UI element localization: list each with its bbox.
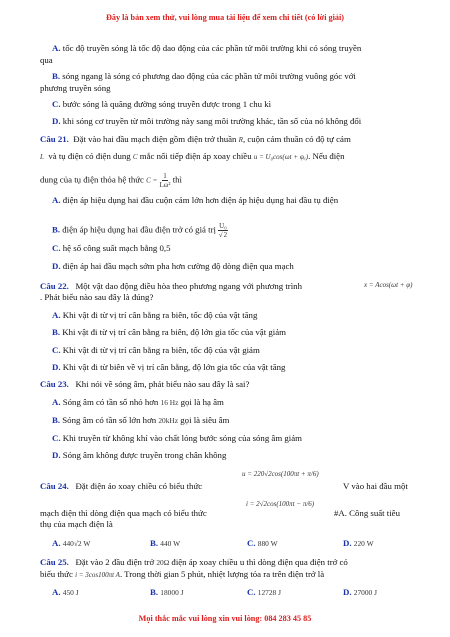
q21-stem-line3: [40, 172, 182, 189]
q20-d-text: khi sóng cơ truyền từ môi trường này sang môi trường khác, tần số của nó không đổi: [62, 116, 362, 126]
q25-text-2a: biểu thức: [40, 569, 73, 579]
q25-option-c: [247, 587, 281, 598]
q21-text-2c: . Nếu điện: [308, 151, 345, 161]
q25-i-expr: i = 3cos100πt A: [75, 571, 120, 579]
q21-text-3b: thì: [172, 174, 182, 185]
q21-text-3a: dung của tụ điện thỏa hệ thức: [40, 174, 144, 185]
q24-b-value: 440 W: [160, 539, 181, 548]
q24-d-value: 220 W: [353, 539, 374, 548]
q21-a-label: A.: [52, 195, 61, 205]
q21-b-num: U₀: [219, 222, 227, 230]
q23-option-b: [52, 415, 229, 426]
q25-d-label: D.: [343, 587, 352, 597]
q24-c-label: C.: [247, 538, 256, 548]
q20-option-a: [52, 43, 361, 54]
q25-a-label: A.: [52, 587, 61, 597]
q21-d-text: điện áp hai đầu mạch sớm pha hơn cường độ dòng điện qua mạch: [62, 261, 294, 271]
q23-a-value: 16 Hz: [160, 398, 179, 407]
q20-b-label: B.: [52, 71, 61, 81]
q23-c-label: C.: [52, 433, 61, 443]
q24-text-1: Đặt điện áo xoay chiều có biểu thức: [75, 481, 203, 491]
q22-d-label: D.: [52, 362, 61, 372]
q23-option-c: [52, 433, 302, 444]
q23-b-value: 20kHz: [158, 416, 179, 425]
q22-a-label: A.: [52, 310, 61, 320]
q23-stem: [40, 379, 249, 390]
q23-a-post: gọi là hạ âm: [180, 397, 224, 407]
q23-option-d: [52, 450, 226, 461]
q21-option-c: [52, 243, 171, 254]
q25-option-d: [343, 587, 377, 598]
q21-text-1a: Đặt vào hai đầu mạch điện gồm điện trở thuần: [73, 134, 237, 144]
q24-a-label: A.: [52, 538, 61, 548]
q22-option-b: [52, 327, 286, 338]
q21-a-text: điện áp hiệu dụng hai đầu cuộn cảm lớn hơn điện áp hiệu dụng hai đầu tụ điện: [62, 195, 339, 205]
q24-option-a: [52, 538, 90, 549]
q22-c-text: Khi vật đi từ vị trí cân bằng ra biên, tốc độ của vật giảm: [62, 345, 260, 355]
q25-c-label: C.: [247, 587, 256, 597]
q21-stem-line1: [40, 134, 351, 146]
q21-b-den-wrap: √2: [218, 231, 228, 239]
q25-label: Câu 25.: [40, 557, 69, 567]
preview-banner: Đây là bản xem thử, vui lòng mua tài liệu để xem chi tiết (có lời giải): [105, 13, 344, 22]
q24-option-d: [343, 538, 374, 549]
q24-i-expr: i = 2√2cos(100πt − π/6): [246, 500, 315, 508]
contact-banner: Mọi thắc mắc vui lòng xin vui lòng: 084 283 45 85: [138, 614, 312, 623]
q25-d-value: 27000 J: [353, 588, 377, 597]
q20-c-label: C.: [52, 99, 61, 109]
q24-option-c: [247, 538, 278, 549]
q21-b-den: 2: [223, 231, 228, 239]
q21-b-fraction: [218, 222, 228, 239]
q22-option-c: [52, 345, 260, 356]
q21-option-d: [52, 261, 294, 272]
q21-u-formula: u = U₀cos(ωt + φᵤ): [253, 153, 309, 161]
q22-c-label: C.: [52, 345, 61, 355]
q21-l-symbol: L: [40, 153, 44, 161]
q23-d-label: D.: [52, 450, 61, 460]
q23-a-label: A.: [52, 397, 61, 407]
q20-a-cont: qua: [40, 55, 53, 65]
q21-r-symbol: R: [238, 136, 243, 144]
q22-stem-line1: [40, 281, 302, 292]
q20-c-text: bước sóng là quãng đường sóng truyền được trong 1 chu kì: [62, 99, 272, 109]
q21-c-symbol: C: [132, 153, 138, 161]
q21-text-1b: , cuộn cảm thuần có độ tự cảm: [242, 134, 351, 144]
q24-option-b: [150, 538, 180, 549]
q23-b-label: B.: [52, 415, 61, 425]
q22-a-text: Khi vật đi từ vị trí cân bằng ra biên, tốc độ của vật tăng: [62, 310, 258, 320]
q23-b-post: gọi là siêu âm: [180, 415, 230, 425]
q21-b-label: B.: [52, 224, 61, 235]
q21-d-label: D.: [52, 261, 61, 271]
q24-d-label: D.: [343, 538, 352, 548]
q20-d-label: D.: [52, 116, 61, 126]
q22-x-formula: [364, 279, 412, 291]
q22-text-1: Một vật dao động điều hòa theo phương ngang với phương trình: [75, 281, 302, 291]
q23-label: Câu 23.: [40, 379, 69, 389]
q24-stem-line1: [40, 481, 202, 492]
q21-text-2a: và tụ điện có điện dung: [48, 151, 131, 161]
q22-label: Câu 22.: [40, 281, 69, 291]
q21-condition-fraction: [160, 172, 171, 189]
q21-c-text: hệ số công suất mạch bằng 0,5: [62, 243, 171, 253]
q21-c-label: C.: [52, 243, 61, 253]
q21-label: Câu 21.: [40, 134, 69, 144]
q21-stem-line2: [40, 151, 344, 163]
q20-b-text: sóng ngang là sóng có phương dao động của các phần tử môi trường vuông góc với: [62, 71, 356, 81]
q20-option-c: [52, 99, 271, 110]
q24-text-1b: V vào hai đầu một: [343, 481, 408, 491]
q22-option-a: [52, 310, 257, 321]
q22-b-text: Khi vật đi từ vị trí cân bằng ra biên, độ lớn gia tốc của vật giảm: [62, 327, 286, 337]
q22-option-d: [52, 362, 285, 373]
q25-stem-line2: [40, 569, 324, 581]
q25-stem-line1: [40, 557, 348, 568]
q21-condition-left: C =: [146, 176, 158, 185]
q21-cond-den: Lω²: [159, 181, 171, 189]
q25-b-label: B.: [150, 587, 159, 597]
q21-cond-num: 1: [163, 172, 167, 180]
q24-a-value: 440√2 W: [62, 539, 91, 548]
q20-option-d: [52, 116, 361, 127]
q23-b-pre: Sóng âm có tần số lớn hơn: [62, 415, 157, 425]
q25-b-value: 18000 J: [160, 588, 184, 597]
q23-d-text: Sóng âm không được truyền trong chân không: [62, 450, 227, 460]
q22-d-text: Khi vật đi từ biên về vị trí cân bằng, độ lớn gia tốc của vật tăng: [62, 362, 286, 372]
q20-a-text: tốc độ truyền sóng là tốc độ dao động của các phần tử môi trường khi có sóng truyền: [62, 43, 362, 53]
q20-b-cont: phương truyền sóng: [40, 83, 111, 93]
q24-i-formula: [246, 498, 314, 510]
q23-option-a: [52, 397, 224, 408]
q20-option-b: [52, 71, 356, 82]
q21-option-a: [52, 195, 338, 206]
q21-text-2b: mắc nối tiếp điện áp xoay chiều: [139, 151, 252, 161]
q24-text-2b: #A. Công suất tiêu: [334, 508, 400, 518]
q24-c-value: 880 W: [257, 539, 278, 548]
q25-c-value: 12728 J: [257, 588, 281, 597]
q22-x-expr: x = Acos(ωt + φ): [364, 281, 413, 289]
q25-r-value: 20Ω: [156, 558, 170, 567]
q25-text-2b: . Trong thời gian 5 phút, nhiệt lượng tỏa ra trên điện trở là: [119, 569, 325, 579]
q24-label: Câu 24.: [40, 481, 69, 491]
q24-text-2: mạch điện thì dòng điện qua mạch có biểu thức: [40, 508, 207, 518]
q24-text-3: thụ của mạch điện là: [40, 519, 113, 529]
q25-option-b: [150, 587, 183, 598]
q24-u-formula: [242, 468, 319, 480]
q21-option-b: [52, 222, 228, 239]
q25-a-value: 450 J: [62, 588, 79, 597]
q20-a-label: A.: [52, 43, 61, 53]
q22-text-2: . Phát biểu nào sau đây là đúng?: [40, 292, 154, 302]
q25-option-a: [52, 587, 79, 598]
q24-u-expr: u = 220√2cos(100πt + π/6): [242, 470, 319, 478]
q25-text-1b: điện áp xoay chiều u thì dòng điện qua điện trở có: [171, 557, 348, 567]
q22-b-label: B.: [52, 327, 61, 337]
q23-a-pre: Sóng âm có tần số nhỏ hơn: [62, 397, 159, 407]
q21-b-text: điện áp hiệu dụng hai đầu điện trở có giá trị: [62, 224, 216, 235]
q25-text-1a: Đặt vào 2 đầu điện trở: [75, 557, 155, 567]
q23-text: Khi nói về sóng âm, phát biểu nào sau đây là sai?: [75, 379, 250, 389]
q24-b-label: B.: [150, 538, 159, 548]
q23-c-text: Khi truyền từ không khí vào chất lỏng bước sóng của sóng âm giảm: [62, 433, 302, 443]
